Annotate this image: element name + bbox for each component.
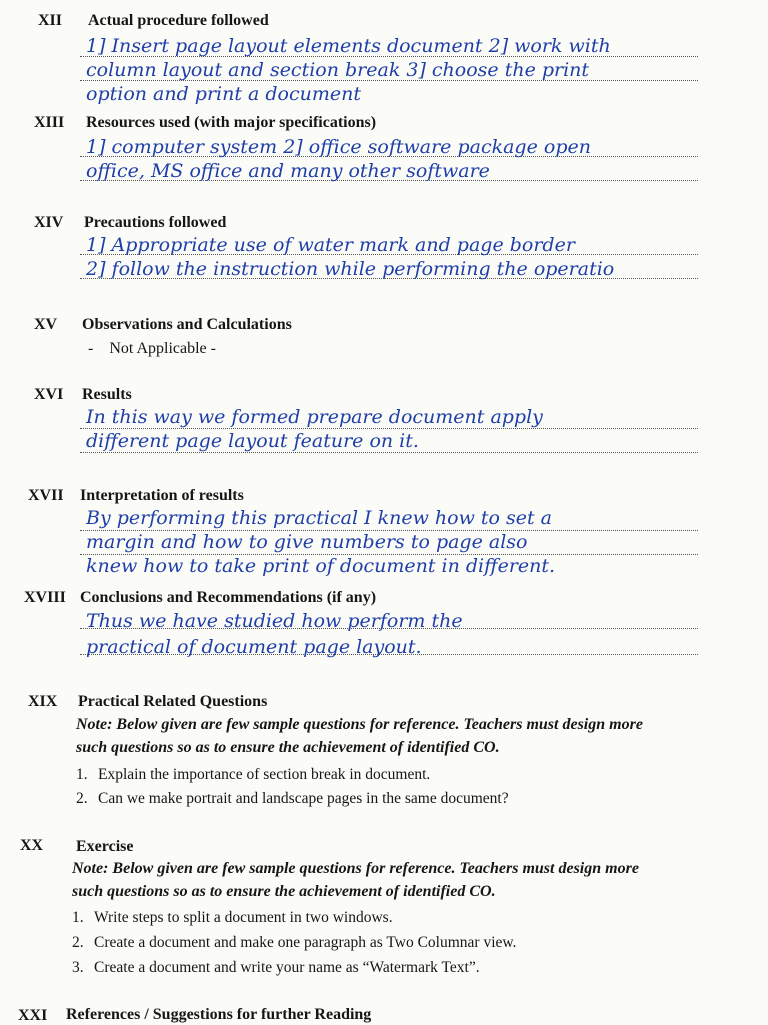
note-text: such questions so as to ensure the achievement of identified CO. xyxy=(72,883,496,900)
section-heading: Conclusions and Recommendations (if any) xyxy=(80,589,377,606)
exercise-text: Create a document and write your name as “Watermark Text”. xyxy=(94,959,480,976)
not-applicable-text: - Not Applicable - xyxy=(88,340,216,357)
exercise-number: 1. xyxy=(72,909,84,926)
question-text: Can we make portrait and landscape pages in the same document? xyxy=(98,790,509,807)
exercise-number: 2. xyxy=(72,934,84,951)
section-heading: Actual procedure followed xyxy=(88,12,269,29)
handwritten-line: In this way we formed prepare document apply xyxy=(86,406,543,428)
handwritten-line: 1] Appropriate use of water mark and page border xyxy=(86,234,575,256)
exercise-text: Write steps to split a document in two windows. xyxy=(94,909,393,926)
handwritten-line: By performing this practical I knew how to set a xyxy=(86,507,552,529)
note-text: Note: Below given are few sample questions for reference. Teachers must design more xyxy=(72,860,639,877)
section-heading: Observations and Calculations xyxy=(82,316,292,333)
section-heading: Resources used (with major specifications) xyxy=(86,114,377,131)
exercise-item xyxy=(72,908,393,927)
section-heading: References / Suggestions for further Reading xyxy=(66,1006,372,1023)
exercise-number: 3. xyxy=(72,959,84,976)
exercise-item xyxy=(72,958,480,977)
handwritten-line: 1] computer system 2] office software package open xyxy=(86,136,591,158)
exercise-text: Create a document and make one paragraph as Two Columnar view. xyxy=(94,934,517,951)
section-number: XVI xyxy=(34,386,64,403)
exercise-item xyxy=(72,933,516,952)
section-number: XVIII xyxy=(24,589,66,606)
handwritten-line: option and print a document xyxy=(86,83,362,105)
handwritten-line: different page layout feature on it. xyxy=(86,430,419,452)
section-number: XX xyxy=(20,837,44,854)
section-number: XV xyxy=(34,316,58,333)
handwritten-line: 1] Insert page layout elements document 2] work with xyxy=(86,35,611,57)
question-text: Explain the importance of section break in document. xyxy=(98,766,431,783)
note-text: Note: Below given are few sample questions for reference. Teachers must design more xyxy=(76,716,643,733)
dotted-line xyxy=(80,452,698,453)
handwritten-line: column layout and section break 3] choose the print xyxy=(86,59,590,81)
section-heading: Precautions followed xyxy=(84,214,227,231)
question-item xyxy=(76,765,430,784)
section-number: XIX xyxy=(28,693,58,710)
section-number: XIV xyxy=(34,214,64,231)
handwritten-line: office, MS office and many other software xyxy=(86,160,490,182)
section-heading: Exercise xyxy=(76,838,134,855)
question-number: 1. xyxy=(76,766,88,783)
section-heading: Practical Related Questions xyxy=(78,693,268,710)
section-number: XXI xyxy=(18,1007,48,1024)
section-number: XVII xyxy=(28,487,64,504)
question-number: 2. xyxy=(76,790,88,807)
section-heading: Results xyxy=(82,386,132,403)
handwritten-line: 2] follow the instruction while performing the operatio xyxy=(86,258,615,280)
handwritten-line: margin and how to give numbers to page also xyxy=(86,531,528,553)
section-number: XIII xyxy=(34,114,65,131)
question-item xyxy=(76,789,509,808)
section-heading: Interpretation of results xyxy=(80,487,244,504)
dotted-line xyxy=(80,428,698,429)
handwritten-line: Thus we have studied how perform the xyxy=(86,610,463,632)
note-text: such questions so as to ensure the achievement of identified CO. xyxy=(76,739,500,756)
handwritten-line: practical of document page layout. xyxy=(86,636,422,658)
handwritten-line: knew how to take print of document in different. xyxy=(86,555,556,577)
section-number: XII xyxy=(38,12,63,29)
